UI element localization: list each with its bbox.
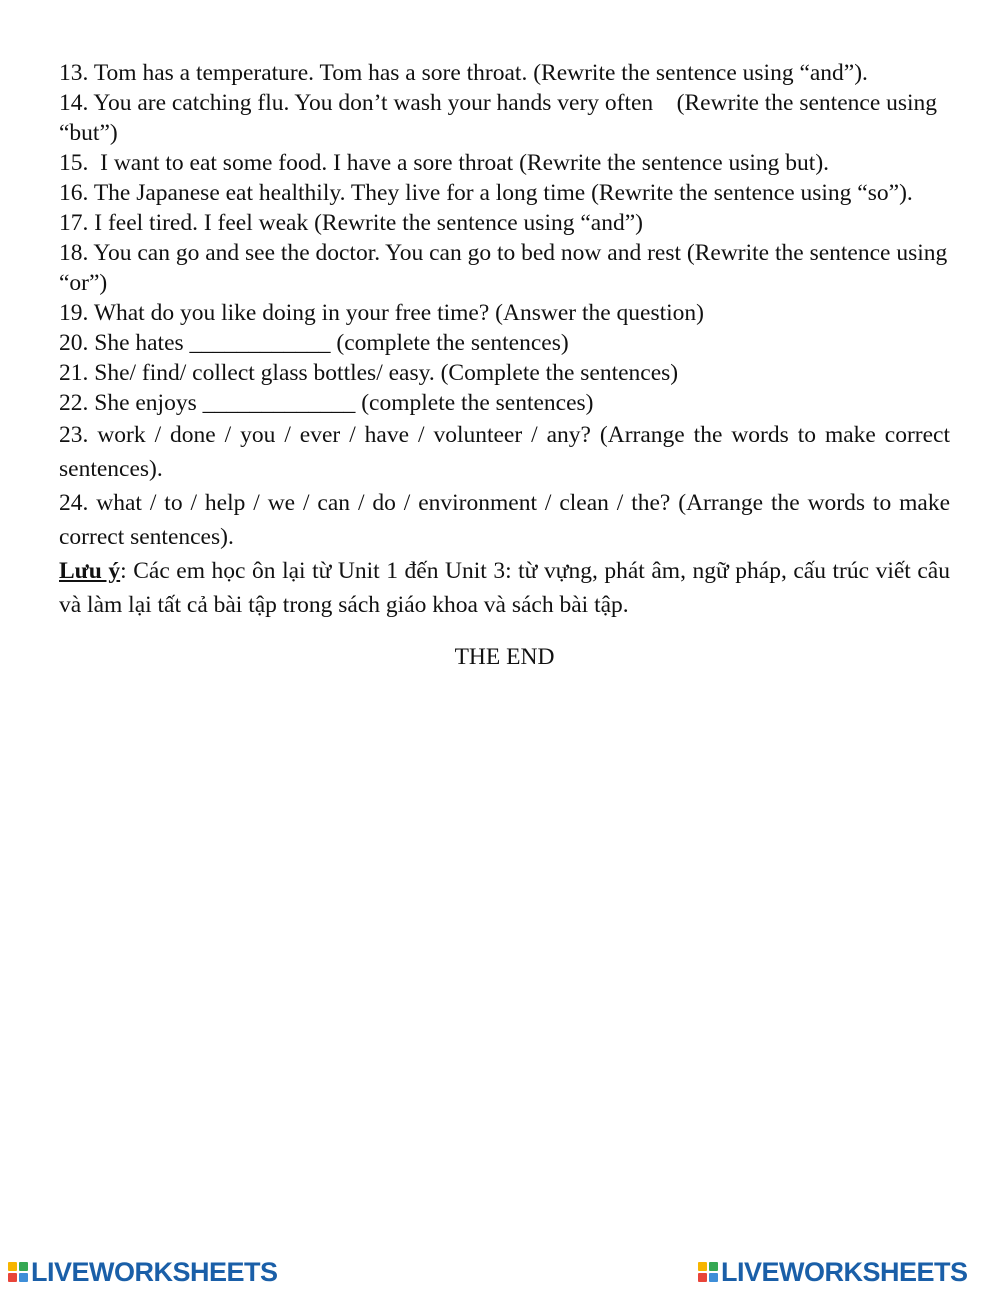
the-end-heading: THE END bbox=[454, 644, 555, 670]
liveworksheets-logo-text: LIVEWORKSHEETS bbox=[721, 1257, 968, 1287]
study-note-label: Lưu ý bbox=[59, 558, 121, 584]
question-24: 24. what / to / help / we / can / do / environment / clean / the? (Arrange the words to make correct sentences). bbox=[59, 490, 950, 550]
study-note-text: Các em học ôn lại từ Unit 1 đến Unit 3: từ vựng, phát âm, ngữ pháp, cấu trúc viết câu và làm lại tất cả bài tập trong sách giáo khoa và sách bài tập. bbox=[59, 558, 950, 618]
liveworksheets-logo-text: LIVEWORKSHEETS bbox=[31, 1257, 278, 1287]
question-19: 19. What do you like doing in your free time? (Answer the question) bbox=[59, 300, 705, 326]
question-18: 18. You can go and see the doctor. You can go to bed now and rest (Rewrite the sentence using “or”) bbox=[59, 240, 948, 296]
study-note-separator: : bbox=[120, 558, 134, 584]
question-23: 23. work / done / you / ever / have / volunteer / any? (Arrange the words to make correct sentences). bbox=[59, 422, 950, 482]
question-16: 16. The Japanese eat healthily. They live for a long time (Rewrite the sentence using “so”). bbox=[59, 180, 913, 206]
question-20: 20. She hates ____________ (complete the sentences) bbox=[59, 330, 569, 356]
worksheet-page bbox=[59, 58, 950, 671]
footer-logo-right bbox=[698, 1257, 968, 1287]
footer-logo-left bbox=[8, 1257, 278, 1287]
question-21: 21. She/ find/ collect glass bottles/ easy. (Complete the sentences) bbox=[59, 360, 679, 386]
question-14: 14. You are catching flu. You don’t wash your hands very often (Rewrite the sentence using “but”) bbox=[59, 90, 938, 146]
question-15: 15. I want to eat some food. I have a sore throat (Rewrite the sentence using but). bbox=[59, 150, 830, 176]
liveworksheets-logo-icon bbox=[698, 1262, 718, 1282]
liveworksheets-logo-icon bbox=[8, 1262, 28, 1282]
study-note bbox=[59, 554, 950, 622]
question-13: 13. Tom has a temperature. Tom has a sore throat. (Rewrite the sentence using “and”). bbox=[59, 60, 868, 86]
question-22: 22. She enjoys _____________ (complete the sentences) bbox=[59, 390, 594, 416]
question-17: 17. I feel tired. I feel weak (Rewrite the sentence using “and”) bbox=[59, 210, 643, 236]
